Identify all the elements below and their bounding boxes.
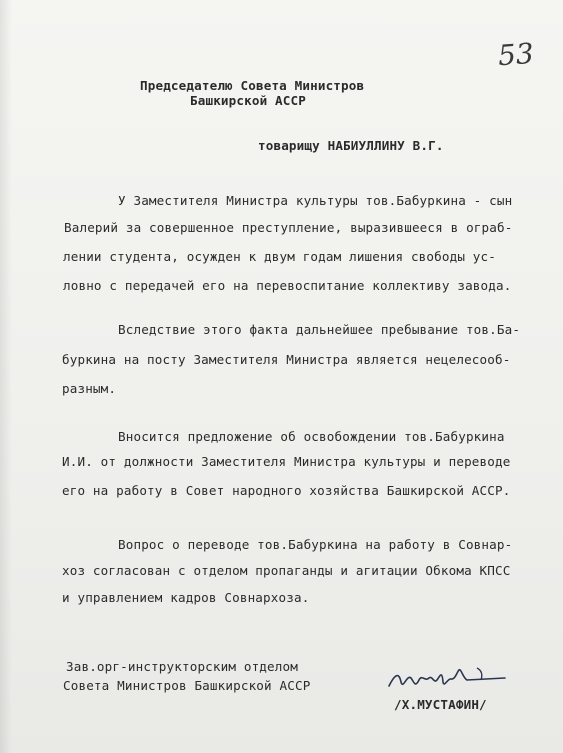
addressee-line-3: товарищу НАБИУЛЛИНУ В.Г. — [258, 138, 444, 153]
signatory-title-line-1: Зав.орг-инструкторским отделом — [66, 659, 298, 674]
paragraph-1-line-1: У Заместителя Министра культуры тов.Бабуркина - сын — [118, 193, 513, 208]
signatory-title-line-2: Совета Министров Башкирской АССР — [63, 678, 311, 693]
paragraph-2-line-1: Вследствие этого факта дальнейшее пребывание тов.Ба- — [118, 322, 521, 337]
paragraph-1-line-3: лении студента, осужден к двум годам лишения свободы ус- — [63, 249, 496, 264]
paragraph-2-line-2: буркина на посту Заместителя Министра является нецелесооб- — [62, 352, 511, 367]
signatory-name: /Х.МУСТАФИН/ — [394, 697, 487, 712]
paragraph-4-line-3: и управлением кадров Совнархоза. — [62, 590, 310, 605]
paragraph-4-line-1: Вопрос о переводе тов.Бабуркина на работу в Совнар- — [118, 537, 513, 552]
paragraph-3-line-1: Вносится предложение об освобождении тов.Бабуркина — [118, 429, 505, 444]
paragraph-1-line-2: Валерий за совершенное преступление, выразившееся в ограб- — [64, 220, 513, 235]
paragraph-2-line-3: разным. — [62, 381, 117, 396]
paragraph-4-line-2: хоз согласован с отделом пропаганды и агитации Обкома КПСС — [62, 563, 511, 578]
page-number: 53 — [496, 36, 535, 73]
paragraph-1-line-4: ловно с передачей его на перевоспитание коллективу завода. — [63, 278, 512, 293]
paragraph-3-line-2: И.И. от должности Заместителя Министра культуры и переводе — [62, 454, 511, 469]
addressee-line-2: Башкирской АССР — [190, 93, 306, 108]
handwritten-signature — [385, 660, 515, 700]
page-edge-shadow — [0, 0, 12, 753]
paragraph-3-line-3: его на работу в Совет народного хозяйства Башкирской АССР. — [62, 483, 511, 498]
addressee-line-1: Председателю Совета Министров — [140, 78, 365, 93]
